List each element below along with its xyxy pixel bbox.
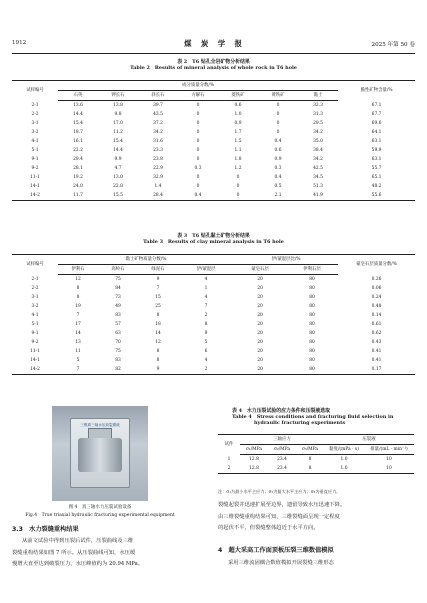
- table-cell: 7: [156, 286, 160, 292]
- table-cell: 16.1: [73, 139, 83, 145]
- condition-column-header: 黏度/(mPa · s): [324, 445, 364, 455]
- table-cell: 75: [115, 277, 121, 282]
- paragraph-line: 的起伏不平，但裂缝整体趋近于水平方向。: [218, 525, 319, 532]
- table-cell: 1.1: [234, 148, 242, 154]
- table-cell: 14.4: [73, 112, 83, 118]
- table-cell: 14.4: [113, 148, 123, 154]
- table-cell: 0.9: [234, 121, 242, 127]
- sample-id-cell: 14-1: [30, 184, 40, 190]
- table-cell: 0: [276, 112, 280, 118]
- table-row: [12, 338, 415, 347]
- table3-body: [12, 275, 415, 375]
- table-cell: 69.6: [371, 121, 382, 127]
- table-cell: 15.5: [98, 191, 138, 201]
- section-3-3-body: [12, 536, 212, 571]
- table-cell: 12.8: [240, 464, 268, 474]
- table-cell: 1.0: [340, 457, 348, 462]
- table-cell: 80: [309, 358, 315, 364]
- table-cell: 9: [204, 331, 208, 337]
- header-rule: [12, 53, 415, 54]
- equipment-panel-label: 三维真三轴水压致裂系统: [80, 423, 120, 427]
- equipment-rig: [78, 438, 122, 472]
- table2-caption: [0, 59, 427, 71]
- section-4-body: 采用三维流固耦合数值模拟开展裂缝三维形态: [228, 560, 334, 566]
- table2-col-sample: 试样编号: [12, 81, 58, 101]
- table-cell: 1.5: [234, 139, 242, 145]
- table-cell: 9.8: [114, 112, 122, 118]
- table-cell: 4.7: [114, 166, 122, 172]
- table-cell: 1.7: [234, 130, 242, 136]
- table-cell: 1.4: [154, 184, 162, 190]
- table4-group1-header: 三轴应力: [240, 435, 324, 445]
- sample-id-cell: 9-1: [31, 331, 39, 337]
- table4-group2-header: 压裂液: [324, 435, 414, 445]
- table-cell: 34.5: [313, 175, 323, 181]
- sample-id-cell: 14-2: [12, 365, 58, 375]
- table-cell: 20: [257, 313, 263, 319]
- sample-id-cell: 1: [227, 456, 231, 462]
- table3: [12, 254, 415, 375]
- table-cell: 80: [309, 295, 315, 301]
- table-cell: 0.14: [371, 313, 382, 319]
- table-cell: 2.1: [258, 191, 298, 201]
- sample-id-cell: 2-2: [31, 112, 39, 118]
- table4-caption: [214, 408, 414, 427]
- table-row: [12, 119, 415, 128]
- table-cell: 80: [309, 313, 315, 319]
- table-cell: 0.26: [371, 276, 382, 282]
- table-cell: 0: [196, 184, 200, 190]
- mineral-column-header: 方解石: [178, 91, 218, 101]
- condition-column-header: 排量/(mL · min⁻¹): [364, 445, 414, 455]
- table-cell: 20: [257, 295, 263, 301]
- table3-col-sample: 试样编号: [12, 255, 58, 275]
- table-cell: 8: [156, 358, 160, 364]
- table-cell: 0: [196, 121, 200, 127]
- table-cell: 23.4: [277, 457, 287, 462]
- table-cell: 37.2: [153, 121, 163, 127]
- table-row: [12, 365, 415, 375]
- table-cell: 12: [75, 277, 81, 282]
- table-cell: 0.3: [274, 166, 282, 172]
- table-cell: 0.5: [274, 184, 282, 190]
- table-cell: 9: [138, 365, 178, 375]
- table-row: [12, 110, 415, 119]
- table3-caption: [0, 233, 427, 245]
- table2-group-header: 成分质量分数/%: [58, 81, 338, 91]
- table-cell: 11.7: [58, 191, 98, 201]
- table2-header-row: [12, 81, 415, 91]
- table-cell: 1.2: [234, 166, 242, 172]
- clay-mineral-column-header: 绿泥石: [138, 265, 178, 275]
- table-cell: 63: [115, 331, 121, 337]
- table-cell: 75: [115, 349, 121, 355]
- table3-title-cn: 表 3 T6 钻孔黏土矿物分析结果: [177, 233, 250, 239]
- table2: [12, 80, 415, 201]
- table-cell: 28.1: [73, 166, 83, 172]
- table-cell: 17.0: [113, 121, 123, 127]
- table-cell: 80: [309, 340, 315, 346]
- table4-body: [218, 455, 414, 474]
- table-cell: 22.2: [73, 148, 83, 154]
- condition-column-header: σ₃/MPa: [296, 445, 324, 455]
- table-row: [12, 101, 415, 111]
- mineral-column-header: 黏土: [298, 91, 338, 101]
- table3-col-ratio: 蒙皂石层质量分数/%: [338, 255, 415, 275]
- table-cell: 2: [204, 313, 208, 319]
- table-cell: 8: [296, 464, 324, 474]
- mineral-column-header: 石英: [58, 91, 98, 101]
- table-row: [12, 356, 415, 365]
- paragraph-line: 裂缝起裂并迅速扩展至边界，遗留导致水压迅速下降。: [218, 502, 346, 508]
- table-cell: 32.9: [153, 175, 163, 181]
- table-cell: 63.1: [371, 157, 382, 163]
- table-cell: 8: [76, 286, 80, 292]
- table-cell: 20: [257, 304, 263, 310]
- table-cell: 9.9: [114, 157, 122, 163]
- table3-title-en: Table 3 Results of clay mineral analysis in T6 hole: [143, 239, 284, 246]
- table-row: [218, 455, 414, 465]
- table-cell: 67.7: [371, 112, 382, 118]
- table4-col-sample: 试件: [218, 435, 240, 455]
- table-cell: 20: [257, 322, 263, 328]
- table-cell: 0: [196, 139, 200, 145]
- table-cell: 0.4: [274, 175, 282, 181]
- table-cell: 80: [309, 331, 315, 337]
- table-cell: 9: [156, 277, 160, 282]
- table-cell: 0.6: [234, 103, 242, 108]
- table-cell: 8: [156, 313, 160, 319]
- table-cell: 7: [76, 313, 80, 319]
- table-cell: 38.4: [313, 148, 323, 154]
- table-cell: 1.0: [324, 464, 364, 474]
- table-cell: 65.1: [371, 175, 382, 181]
- table-cell: 2: [178, 365, 234, 375]
- table-cell: 0: [236, 184, 240, 190]
- table-row: [12, 128, 415, 137]
- table4-note: 注：σ₁为最小水平主应力；σ₂为最大水平主应力；σ₃为垂直应力。: [218, 489, 341, 494]
- sample-id-cell: 9-2: [31, 340, 39, 346]
- table-cell: 20: [257, 358, 263, 364]
- table-cell: 70: [115, 340, 121, 346]
- table-row: [12, 293, 415, 302]
- sample-id-cell: 3-2: [31, 304, 39, 310]
- sample-id-cell: 2-1: [31, 276, 39, 282]
- table-cell: 12: [155, 340, 161, 346]
- table-cell: 20: [257, 331, 263, 337]
- table-cell: 80: [286, 365, 338, 375]
- table-cell: 0.4: [274, 139, 282, 145]
- table-cell: 0.24: [371, 295, 382, 301]
- table-cell: 8: [308, 457, 312, 462]
- condition-column-header: σ₂/MPa: [268, 445, 296, 455]
- sample-id-cell: 2-1: [31, 102, 39, 108]
- paragraph-line: 慢增大直至达到破裂压力，水压峰值约为 20.94 MPa。: [12, 561, 144, 568]
- table-cell: 0: [276, 121, 280, 127]
- condition-column-header: σ₁/MPa: [240, 445, 268, 455]
- table3-header-row: [12, 255, 415, 265]
- sample-id-cell: 5-1: [31, 322, 39, 328]
- table-cell: 14: [155, 331, 161, 337]
- table-cell: 8: [76, 295, 80, 301]
- table-cell: 0: [196, 157, 200, 163]
- clay-mineral-column-header: 伊利石: [58, 265, 98, 275]
- table-cell: 23.8: [153, 157, 163, 163]
- table-cell: 19.2: [73, 175, 83, 181]
- table-cell: 64.1: [371, 130, 382, 136]
- table-cell: 1.8: [234, 157, 242, 163]
- mixed-layer-column-header: 蒙皂石层: [234, 265, 286, 275]
- table4-header-row: [218, 435, 414, 445]
- sample-id-cell: 2: [218, 464, 240, 474]
- table-cell: 4: [204, 277, 208, 282]
- table-cell: 28.4: [138, 191, 178, 201]
- table-cell: 31.6: [153, 139, 163, 145]
- page-number: 1912: [12, 40, 27, 46]
- table4-title-en-line1: Table 4 Stress conditions and fracturing fluid selection in: [232, 414, 394, 421]
- table-cell: 0: [276, 130, 280, 136]
- table-cell: 20: [257, 286, 263, 292]
- table-cell: 34.2: [153, 130, 163, 136]
- table-cell: 1: [204, 286, 208, 292]
- table-cell: 80: [309, 304, 315, 310]
- table-cell: 22.8: [113, 184, 123, 190]
- mineral-column-header: 黄铁矿: [258, 91, 298, 101]
- table-cell: 0.9: [274, 157, 282, 163]
- table-cell: 12.8: [249, 457, 259, 462]
- table-cell: 15.4: [73, 121, 83, 127]
- table-cell: 8: [156, 349, 160, 355]
- table-cell: 55.7: [371, 166, 382, 172]
- table-cell: 8: [204, 322, 208, 328]
- table-row: [12, 302, 415, 311]
- table2-body: [12, 101, 415, 201]
- clay-mineral-column-header: 伊/蒙混层: [178, 265, 234, 275]
- table-row: [12, 164, 415, 173]
- issue-info: 2025 年第 50 卷: [371, 42, 415, 48]
- table-row: [12, 347, 415, 356]
- sample-id-cell: 2-2: [31, 286, 39, 292]
- table-cell: 0: [196, 112, 200, 118]
- mineral-column-header: 斜长石: [138, 91, 178, 101]
- table-cell: 1.0: [234, 112, 242, 118]
- table-cell: 20: [234, 365, 286, 375]
- table-cell: 84: [115, 286, 121, 292]
- table-cell: 18: [155, 322, 161, 328]
- table3-group1-header: 黏土矿物质量分数/%: [58, 255, 234, 265]
- table-cell: 83: [115, 358, 121, 364]
- table-cell: 0.61: [371, 322, 382, 328]
- table-cell: 80: [309, 277, 315, 282]
- table-cell: 23.3: [153, 148, 163, 154]
- table-cell: 0: [196, 175, 200, 181]
- table-cell: 7: [58, 365, 98, 375]
- paragraph-line: 从前文试验中得到压裂后试件，压裂曲线及三维: [22, 538, 134, 544]
- table-cell: 42.5: [313, 166, 323, 172]
- table-cell: 0.3: [194, 166, 202, 172]
- table-cell: 73: [115, 295, 121, 301]
- table-cell: 49: [115, 304, 121, 310]
- table-cell: 34.2: [313, 157, 323, 163]
- sample-id-cell: 9-1: [31, 157, 39, 163]
- table4-title-en-line2: hydraulic fracturing experiments: [254, 420, 346, 427]
- table-row: [12, 275, 415, 285]
- table-cell: 7: [204, 304, 208, 310]
- table-cell: 17: [75, 322, 81, 328]
- sample-id-cell: 3-1: [31, 295, 39, 301]
- table-cell: 0.41: [371, 358, 382, 364]
- table-cell: 13: [75, 340, 81, 346]
- table-cell: 51.3: [313, 184, 323, 190]
- table-cell: 0: [236, 175, 240, 181]
- sample-id-cell: 4-1: [31, 139, 39, 145]
- paragraph-line: 裂缝重构结果如图 7 所示。从压裂曲线可知，水压缓: [12, 549, 136, 556]
- table-cell: 6: [204, 349, 208, 355]
- table-cell: 22.9: [153, 166, 163, 172]
- table-cell: 5: [76, 358, 80, 364]
- table-cell: 80: [309, 286, 315, 292]
- table-cell: 63.1: [371, 139, 382, 145]
- figure4-caption-en: Fig.4 True triaxial hydraulic fracturing experimental equipment: [25, 513, 175, 518]
- table-row: [12, 173, 415, 182]
- table-row: [12, 182, 415, 191]
- table-cell: 41.9: [298, 191, 338, 201]
- section-3-3-title: 3.3 水力裂缝重构结果: [12, 526, 79, 533]
- table-row: [12, 137, 415, 146]
- table-cell: 13.6: [73, 103, 83, 108]
- table-cell: 19: [75, 304, 81, 310]
- figure4-caption-cn: 图 4 真三轴水力压裂试验设备: [68, 505, 132, 510]
- mixed-layer-column-header: 伊利石层: [286, 265, 338, 275]
- table-cell: 0: [276, 103, 280, 108]
- table-cell: 82: [98, 365, 138, 375]
- table-cell: 13.8: [113, 103, 123, 108]
- table-cell: 0.43: [371, 340, 382, 346]
- table-cell: 0.62: [371, 331, 382, 337]
- table-row: [218, 464, 414, 474]
- table-cell: 39.7: [153, 103, 163, 108]
- table-cell: 4: [204, 295, 208, 301]
- table-cell: 14: [75, 331, 81, 337]
- table-row: [12, 191, 415, 201]
- table-cell: 29.4: [73, 157, 83, 163]
- table-cell: 20: [257, 277, 263, 282]
- table-cell: 83: [115, 313, 121, 319]
- table-cell: 59.9: [371, 148, 382, 154]
- table-cell: 31.3: [313, 112, 323, 118]
- table-cell: 0.06: [371, 286, 382, 292]
- sample-id-cell: 14-2: [12, 191, 58, 201]
- table4-subheader-row: [218, 445, 414, 455]
- paragraph-line: 由三维裂缝重构结果可知，三维裂缝面呈现一定程度: [218, 513, 340, 520]
- table-cell: 20: [257, 349, 263, 355]
- table-row: [12, 320, 415, 329]
- table-cell: 80: [309, 322, 315, 328]
- table-cell: 0.48: [371, 304, 382, 310]
- table-cell: 0: [196, 148, 200, 154]
- table-cell: 0.41: [371, 349, 382, 355]
- table-cell: 24.0: [73, 184, 83, 190]
- table-row: [12, 155, 415, 164]
- sample-id-cell: 4-1: [31, 313, 39, 319]
- table-cell: 0: [196, 103, 200, 108]
- table-row: [12, 284, 415, 293]
- table2-col-brittle: 脆性矿物含量/%: [338, 81, 415, 101]
- figure4-photo: [52, 406, 148, 501]
- sample-id-cell: 11-1: [30, 349, 40, 355]
- table-cell: 23.4: [268, 464, 296, 474]
- table-cell: 67.1: [371, 102, 382, 108]
- table2-title-en: Table 2 Results of mineral analysis of whole rock in T6 hole: [130, 65, 297, 72]
- sample-id-cell: 3-1: [31, 121, 39, 127]
- section-4-title: 4 超大采高工作面顶板压裂三维数值模拟: [218, 547, 334, 554]
- table-cell: 0.17: [338, 365, 415, 375]
- table-cell: 35.0: [313, 139, 323, 145]
- table-cell: 55.6: [338, 191, 415, 201]
- right-column-body: [218, 500, 414, 535]
- table-cell: 15.4: [113, 139, 123, 145]
- table-cell: 43.5: [153, 112, 163, 118]
- table-cell: 48.2: [371, 184, 382, 190]
- clay-mineral-column-header: 高岭石: [98, 265, 138, 275]
- table-row: [12, 146, 415, 155]
- table-cell: 0: [218, 191, 258, 201]
- table2-title-cn: 表 2 T6 钻孔全岩矿物分析结果: [177, 59, 250, 65]
- table-row: [12, 311, 415, 320]
- table-cell: 13.0: [113, 175, 123, 181]
- table-cell: 32.3: [313, 103, 323, 108]
- sample-id-cell: 11-1: [30, 175, 40, 181]
- table-cell: 10: [364, 464, 414, 474]
- table3-group2-header: 伊/蒙混层比/%: [234, 255, 338, 265]
- table-cell: 29.5: [313, 121, 323, 127]
- table-cell: 18.7: [73, 130, 83, 136]
- sample-id-cell: 5-1: [31, 148, 39, 154]
- table-cell: 57: [115, 322, 121, 328]
- table4-title-cn: 表 4 水力压裂试验的应力条件和压裂液选取: [232, 408, 331, 414]
- table-cell: 15: [155, 295, 161, 301]
- table-cell: 10: [386, 457, 392, 462]
- table-cell: 11: [75, 349, 81, 355]
- table-cell: 80: [309, 349, 315, 355]
- table-cell: 0.4: [178, 191, 218, 201]
- table-cell: 0.6: [274, 148, 282, 154]
- table-cell: 20: [257, 340, 263, 346]
- table-cell: 25: [155, 304, 161, 310]
- table-row: [12, 329, 415, 338]
- table-cell: 4: [204, 358, 208, 364]
- sample-id-cell: 14-1: [30, 358, 40, 364]
- journal-title: 煤 炭 学 报: [184, 39, 243, 48]
- table-cell: 34.2: [313, 130, 323, 136]
- table-cell: 5: [204, 340, 208, 346]
- table-cell: 11.2: [113, 130, 123, 136]
- mineral-column-header: 钾长石: [98, 91, 138, 101]
- table-cell: 0: [196, 130, 200, 136]
- sample-id-cell: 9-2: [31, 166, 39, 172]
- sample-id-cell: 3-2: [31, 130, 39, 136]
- table4: [218, 434, 414, 474]
- mineral-column-header: 菱铁矿: [218, 91, 258, 101]
